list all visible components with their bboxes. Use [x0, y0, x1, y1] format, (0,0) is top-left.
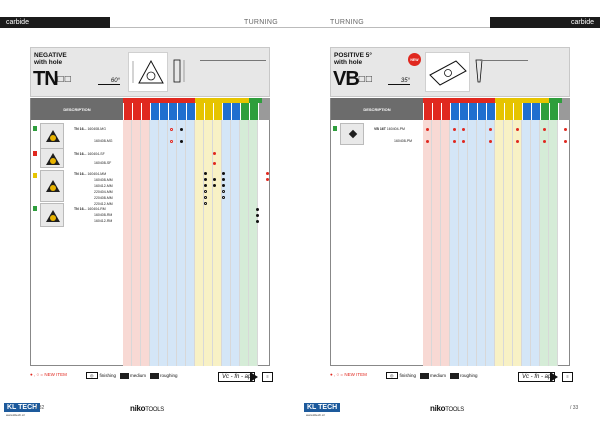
availability-dot: [256, 214, 259, 217]
insert-code: VB□□: [333, 68, 373, 90]
triangle-insert-icon: [129, 53, 167, 91]
availability-dot: [222, 184, 225, 187]
grade-col: [240, 103, 249, 120]
availability-dot: [543, 128, 546, 131]
availability-dot: [204, 196, 207, 199]
insert-type: NEGATIVE with hole: [34, 52, 67, 66]
section-label: carbide: [490, 17, 600, 28]
grade-col: [204, 103, 213, 120]
availability-dot: [180, 140, 183, 143]
table-row[interactable]: 160412-MM: [94, 184, 113, 188]
triangle-insert-icon: [46, 180, 60, 192]
table-row[interactable]: 160408-MG: [94, 139, 113, 143]
grade-col: [468, 103, 477, 120]
book-icon[interactable]: ≡: [562, 372, 573, 382]
availability-dot: [170, 140, 173, 143]
insert-angle: 60°: [98, 78, 120, 85]
availability-dot: [222, 178, 225, 181]
availability-dot: [213, 184, 216, 187]
grade-col: [432, 103, 441, 120]
spec-table: [480, 54, 528, 61]
roughing-icon: [450, 373, 459, 379]
side-tabs[interactable]: [0, 50, 14, 386]
chipbreaker-marker: [33, 151, 37, 156]
availability-dot: [543, 140, 546, 143]
availability-dot: [516, 128, 519, 131]
availability-dot: [222, 172, 225, 175]
grade-col: [258, 103, 270, 120]
kltech-site: www.kltech.cz: [6, 413, 25, 417]
nikko-logo: nikoTOOLS: [430, 404, 464, 413]
table-row[interactable]: 160408-MM: [94, 178, 113, 182]
availability-dot: [256, 208, 259, 211]
cutting-data-label[interactable]: Vc - fn - ap: [518, 372, 555, 382]
availability-dot: [222, 190, 225, 193]
new-badge: NEW: [408, 53, 421, 66]
table-row[interactable]: 160408-RM: [94, 213, 113, 217]
insert-thumb: [40, 203, 64, 227]
availability-dot: [426, 128, 429, 131]
chipbreaker-marker: [33, 126, 37, 131]
insert-profile-icon: [170, 52, 190, 90]
insert-thumb: [40, 123, 64, 149]
triangle-insert-icon: [46, 130, 60, 142]
grade-col: [249, 103, 258, 120]
roughing-icon: [150, 373, 159, 379]
availability-dot: [266, 178, 269, 181]
legend-operations: ◎ finishing medium roughing: [386, 372, 478, 379]
medium-icon: [420, 373, 429, 379]
table-row[interactable]: 160412-RM: [94, 219, 113, 223]
grade-col: [159, 103, 168, 120]
insert-code: TN□□: [33, 68, 72, 90]
insert-thumb: [40, 148, 64, 168]
availability-dot: [266, 172, 269, 175]
availability-dot: [213, 178, 216, 181]
table-row[interactable]: TN 16... 160408-MG: [74, 127, 106, 131]
insert-drawing: [128, 52, 168, 92]
grade-col: [123, 103, 132, 120]
availability-dot: [453, 140, 456, 143]
chipbreaker-marker: [33, 206, 37, 211]
insert-angle: 35°: [388, 78, 410, 85]
right-page: [300, 0, 600, 424]
insert-side-drawing: [170, 52, 192, 92]
section-label: carbide: [0, 17, 110, 28]
legend-operations: ◎ finishing medium roughing: [86, 372, 178, 379]
grade-col: [522, 103, 531, 120]
grade-col: [150, 103, 159, 120]
availability-dot: [204, 190, 207, 193]
grade-col: [540, 103, 549, 120]
availability-dot: [489, 140, 492, 143]
kltech-site: www.kltech.cz: [306, 413, 325, 417]
grade-col: [423, 103, 432, 120]
availability-dot: [170, 128, 173, 131]
grade-col: [186, 103, 195, 120]
availability-dot: [564, 140, 567, 143]
grade-col: [222, 103, 231, 120]
grade-col: [450, 103, 459, 120]
book-icon[interactable]: ≡: [262, 372, 273, 382]
availability-dot: [489, 128, 492, 131]
description-header: DESCRIPTION: [331, 98, 423, 120]
availability-dot: [213, 162, 216, 165]
chipbreaker-marker: [33, 173, 37, 178]
grade-col: [213, 103, 222, 120]
table-row[interactable]: TN 16... 160404-MM: [74, 172, 107, 176]
availability-dot: [180, 128, 183, 131]
grade-col: [477, 103, 486, 120]
table-row[interactable]: 220408-MM: [94, 196, 113, 200]
grade-col: [177, 103, 186, 120]
legend-new-item: ● , ○ = NEW ITEM: [330, 372, 367, 377]
availability-dot: [426, 140, 429, 143]
availability-dot: [462, 128, 465, 131]
table-row[interactable]: VB 16T 160404-PM: [374, 127, 405, 131]
table-row[interactable]: 160408-SF: [94, 161, 112, 165]
grade-col: [132, 103, 141, 120]
medium-icon: [120, 373, 129, 379]
triangle-insert-icon: [46, 153, 60, 165]
grade-col: [531, 103, 540, 120]
grade-col: [459, 103, 468, 120]
spec-table: [200, 54, 266, 83]
availability-dot: [222, 196, 225, 199]
grade-col: [549, 103, 558, 120]
chapter-label: TURNING: [244, 19, 278, 26]
availability-dot: [564, 128, 567, 131]
insert-thumb: [40, 170, 64, 202]
chipbreaker-marker: [333, 126, 337, 131]
availability-dot: [453, 128, 456, 131]
play-icon[interactable]: [550, 372, 558, 382]
finishing-icon: ◎: [386, 372, 398, 379]
rhombic-insert-icon: [349, 130, 357, 138]
availability-dot: [462, 140, 465, 143]
table-row[interactable]: 160408-PM: [394, 139, 413, 143]
cutting-data-label[interactable]: Vc - fn - ap: [218, 372, 255, 382]
availability-dot: [204, 172, 207, 175]
table-row[interactable]: 220412-MM: [94, 202, 113, 206]
chapter-label: TURNING: [330, 19, 364, 26]
legend-new-item: ● , ○ = NEW ITEM: [30, 372, 67, 377]
grade-col: [558, 103, 570, 120]
grade-col: [141, 103, 150, 120]
grade-col: [513, 103, 522, 120]
availability-dot: [256, 220, 259, 223]
kltech-logo: KL TECH: [304, 403, 340, 412]
table-row[interactable]: 220404-MM: [94, 190, 113, 194]
grade-col: [441, 103, 450, 120]
grade-col: [495, 103, 504, 120]
play-icon[interactable]: [250, 372, 258, 382]
availability-dot: [204, 202, 207, 205]
rhombic-insert-icon: [426, 53, 469, 91]
page-number: / 33: [570, 405, 579, 411]
grade-col: [231, 103, 240, 120]
grade-col: [168, 103, 177, 120]
grade-col: [486, 103, 495, 120]
table-row[interactable]: TN 16... 160404-SF: [74, 152, 105, 156]
insert-thumb: [340, 123, 364, 145]
insert-type: POSITIVE 5° with hole: [334, 52, 373, 66]
nikko-logo: nikoTOOLS: [130, 404, 164, 413]
grade-col: [195, 103, 204, 120]
insert-drawing: [425, 52, 470, 92]
finishing-icon: ◎: [86, 372, 98, 379]
availability-dot: [516, 140, 519, 143]
availability-dot: [204, 184, 207, 187]
kltech-logo: KL TECH: [4, 403, 40, 412]
triangle-insert-icon: [46, 210, 60, 222]
description-header: DESCRIPTION: [31, 98, 123, 120]
side-tabs[interactable]: [586, 50, 600, 386]
page-number: / 32: [36, 405, 45, 411]
availability-dot: [213, 152, 216, 155]
grade-col: [504, 103, 513, 120]
availability-dot: [204, 178, 207, 181]
table-row[interactable]: TN 16... 160404-RM: [74, 207, 106, 211]
